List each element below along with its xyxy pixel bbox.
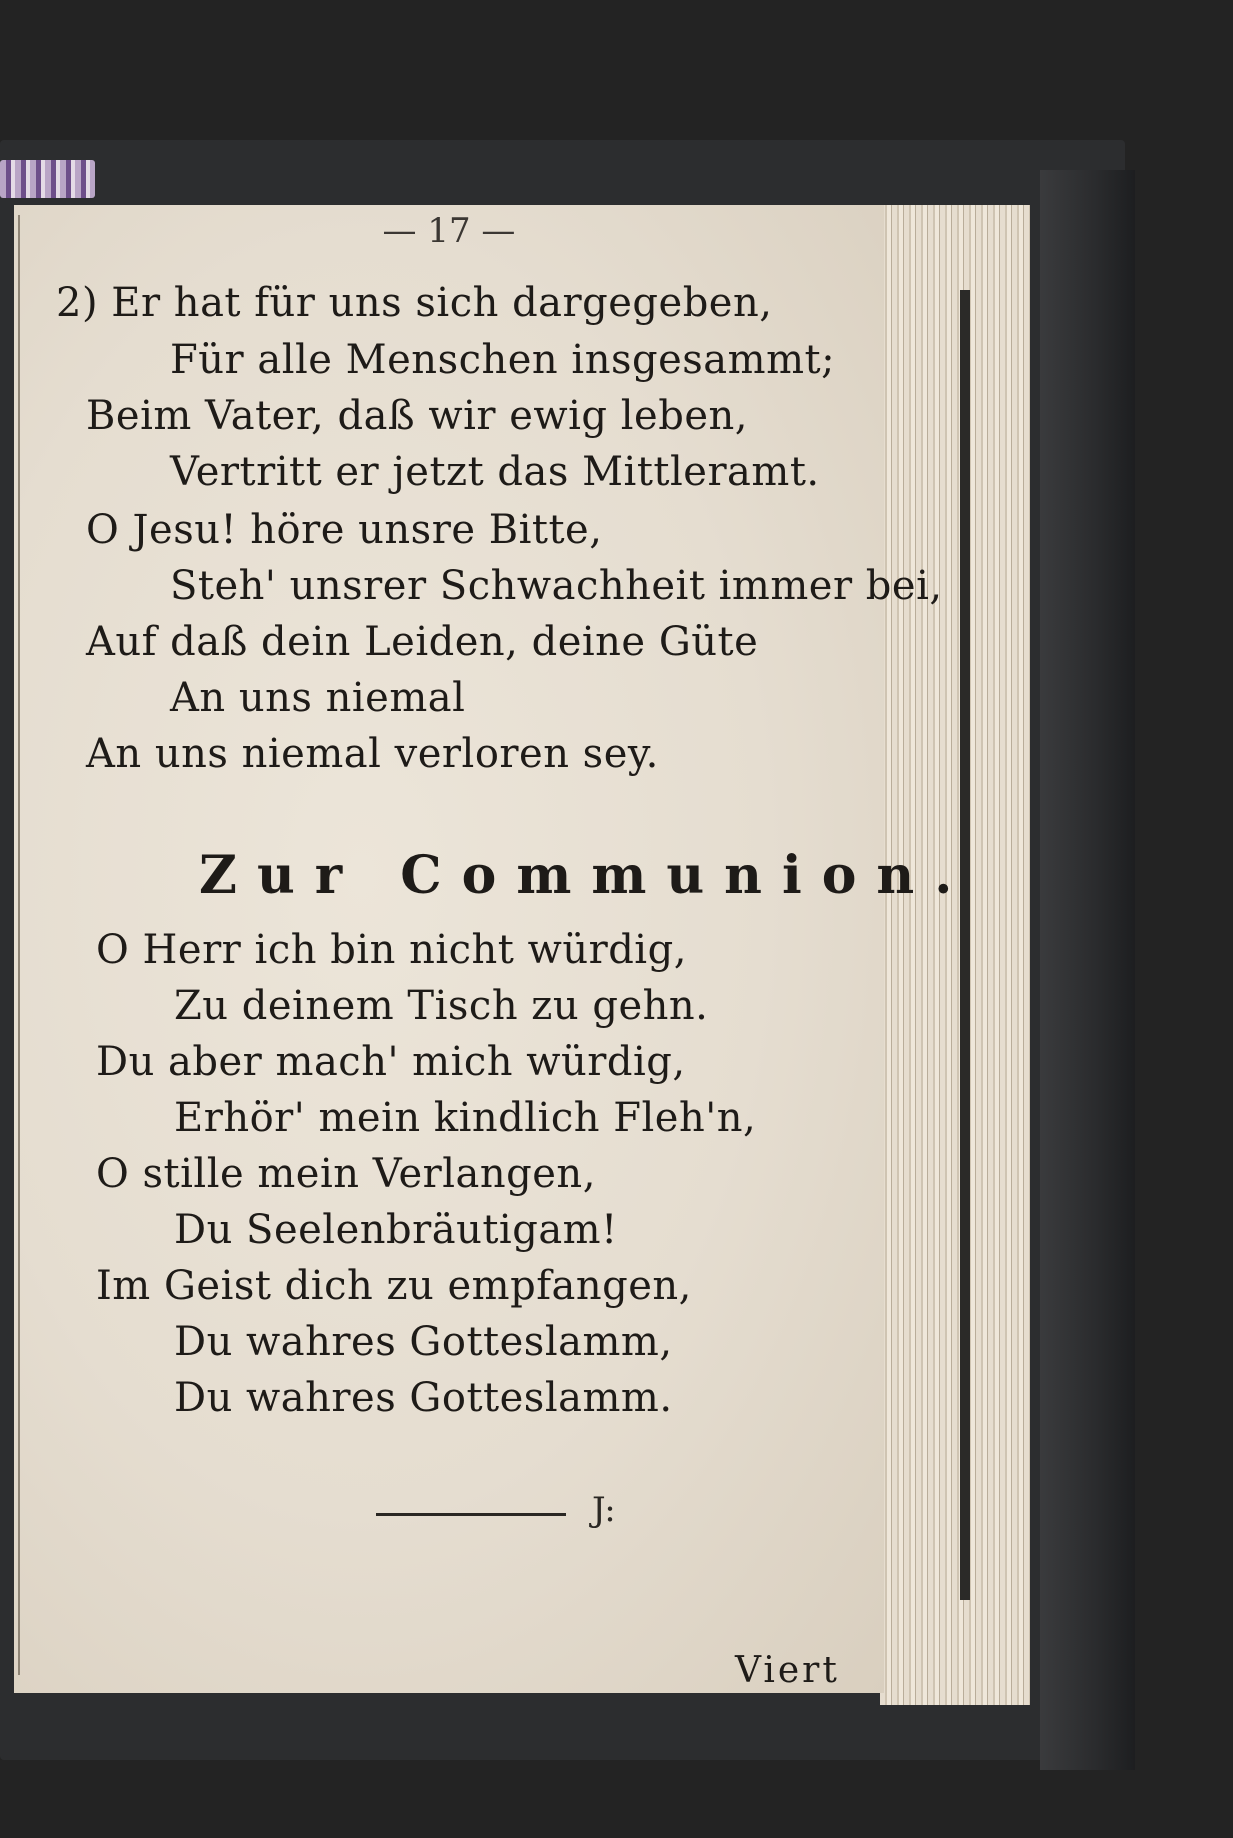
- hymn-line: Du wahres Gotteslamm.: [174, 1375, 673, 1421]
- hymn-line: Du Seelenbräutigam!: [174, 1207, 618, 1253]
- hymn-title: Zur Communion.: [199, 845, 973, 906]
- stanza-line: Steh' unsrer Schwachheit immer bei,: [170, 563, 943, 609]
- stanza-line: Vertritt er jetzt das Mittleramt.: [170, 449, 820, 495]
- page-number-header: — 17 —: [382, 211, 516, 251]
- hymn-line: Du aber mach' mich würdig,: [96, 1039, 686, 1085]
- stanza-line: 2) Er hat für uns sich dargegeben,: [56, 280, 773, 326]
- gutter-line: [18, 215, 20, 1675]
- end-rule: [376, 1513, 566, 1516]
- stanza-line: An uns niemal: [170, 675, 466, 721]
- hymn-line: Im Geist dich zu empfangen,: [96, 1263, 692, 1309]
- hymn-line: O stille mein Verlangen,: [96, 1151, 596, 1197]
- hymn-line: O Herr ich bin nicht würdig,: [96, 927, 687, 973]
- hymn-line: Zu deinem Tisch zu gehn.: [174, 983, 709, 1029]
- hymn-line: Du wahres Gotteslamm,: [174, 1319, 673, 1365]
- stanza-line: O Jesu! höre unsre Bitte,: [86, 507, 603, 553]
- signature-mark: J:: [592, 1490, 616, 1530]
- stanza-line: Auf daß dein Leiden, deine Güte: [86, 619, 759, 665]
- bookmark-ribbon: [0, 160, 95, 198]
- stanza-line: Für alle Menschen insgesammt;: [170, 337, 836, 383]
- stanza-line: Beim Vater, daß wir ewig leben,: [86, 393, 748, 439]
- book-cover-edge: [1040, 170, 1135, 1770]
- book-page: [14, 205, 973, 1693]
- catchword: Viert: [735, 1650, 840, 1691]
- stanza-line: An uns niemal verloren sey.: [86, 731, 659, 777]
- page-edges: [880, 205, 1030, 1705]
- hymn-line: Erhör' mein kindlich Fleh'n,: [174, 1095, 757, 1141]
- page-edge-shadow: [960, 290, 970, 1600]
